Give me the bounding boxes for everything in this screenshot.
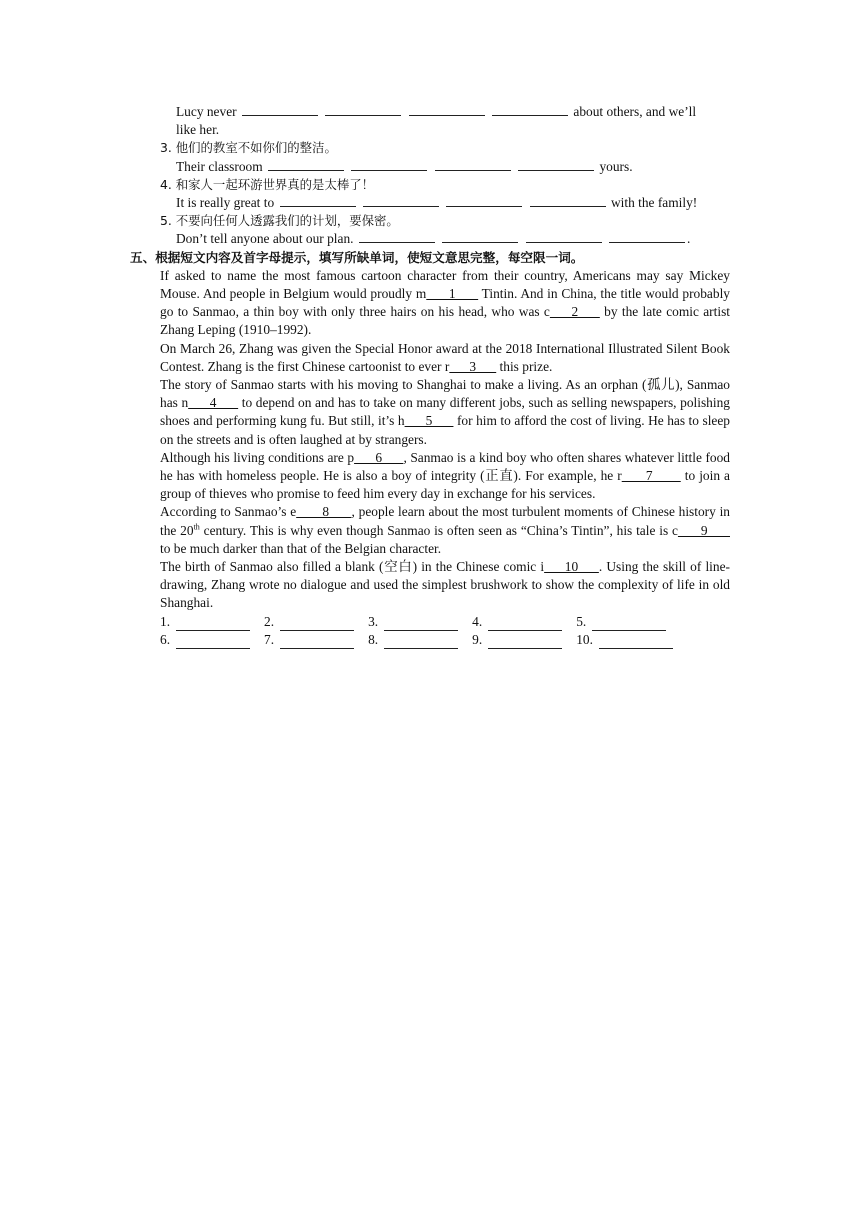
text-fragment: The birth of Sanmao also filled a blank (空白) in the Chinese comic i	[160, 559, 545, 575]
text-fragment: The story of Sanmao starts with his moving to Shanghai to make a living. As an orphan (孤儿), Sanmao has n	[160, 377, 730, 411]
answer-blank[interactable]	[446, 194, 522, 207]
text-fragment: Don’t tell anyone about our plan.	[176, 231, 354, 247]
answer-slot[interactable]	[576, 613, 666, 631]
answer-number: 8.	[368, 631, 379, 647]
passage-paragraph-3	[130, 376, 730, 449]
text-fragment: . Using the skill of line-drawing, Zhang wrote no dialogue and used the simplest brushwork to show the complexity of life in old Shanghai.	[160, 559, 730, 611]
answer-blank[interactable]	[526, 230, 602, 243]
answer-slot[interactable]	[576, 631, 673, 649]
text-fragment: Lucy never	[176, 104, 237, 119]
answer-number: 3.	[368, 613, 379, 629]
text-fragment: to join a group of thieves who promise to feed him every day in exchange for his services.	[160, 468, 730, 502]
answer-line[interactable]	[176, 636, 250, 649]
answer-blank[interactable]	[359, 230, 435, 243]
translation-q4-chinese: 4. 和家人一起环游世界真的是太棒了！	[160, 176, 375, 192]
answer-line[interactable]	[384, 636, 458, 649]
answer-slot[interactable]	[160, 613, 250, 631]
passage-blank-5[interactable]: 5	[404, 413, 454, 429]
text-fragment: According to Sanmao’s e	[160, 504, 297, 520]
translation-q5-chinese: 5. 不要向任何人透露我们的计划，要保密。	[160, 213, 399, 229]
passage-paragraph-1	[130, 267, 730, 340]
answer-line[interactable]	[488, 618, 562, 631]
translation-q3-english	[130, 158, 730, 176]
answer-line[interactable]	[384, 618, 458, 631]
text-fragment: to be much darker than that of the Belgian character.	[160, 540, 442, 556]
passage-blank-8[interactable]: 8	[296, 504, 352, 520]
answer-number: 9.	[472, 631, 483, 647]
answer-line[interactable]	[280, 636, 354, 649]
passage-blank-4[interactable]: 4	[188, 395, 239, 411]
answer-line[interactable]	[280, 618, 354, 631]
text-fragment: Their classroom	[176, 158, 263, 174]
text-fragment: If asked to name the most famous cartoon character from their country, Americans may say Mickey Mouse. And people in Belgium would proudly m	[160, 267, 730, 302]
passage-paragraph-5	[130, 503, 730, 558]
section-five-heading: 五、根据短文内容及首字母提示，填写所缺单词，使短文意思完整，每空限一词。	[130, 249, 584, 265]
text-fragment: to depend on and has to take on many different jobs, such as selling newspapers, polishing shoes and performing kung fu. But still, it’s h	[160, 395, 730, 429]
translation-q2-continuation: like her.	[176, 122, 220, 138]
answer-blank[interactable]	[409, 103, 485, 116]
text-fragment: by the late comic artist Zhang Leping (1910–1992).	[160, 304, 731, 338]
answer-slot[interactable]	[472, 631, 562, 649]
answer-number: 7.	[264, 631, 275, 647]
passage-paragraph-2	[130, 340, 730, 376]
passage-blank-3[interactable]: 3	[449, 358, 497, 374]
passage-blank-7[interactable]: 7	[621, 468, 681, 484]
answer-blank[interactable]	[518, 158, 594, 171]
answer-blank[interactable]	[363, 194, 439, 207]
text-fragment: for him to afford the cost of living. He has to sleep on the streets and is often laughed at by strangers.	[160, 413, 730, 447]
passage-blank-2[interactable]: 2	[549, 304, 600, 320]
passage-paragraph-4	[130, 449, 730, 504]
answer-number: 6.	[160, 631, 171, 647]
answer-slot[interactable]	[368, 613, 458, 631]
passage-paragraph-6	[130, 558, 730, 613]
text-fragment: yours.	[599, 158, 633, 174]
answer-blank[interactable]	[280, 194, 356, 207]
answer-number: 2.	[264, 613, 275, 629]
answer-number: 4.	[472, 613, 483, 629]
translation-q2-line	[130, 103, 730, 121]
passage-blank-9[interactable]: 9	[677, 522, 730, 538]
text-fragment: Although his living conditions are p	[160, 449, 355, 465]
text-fragment: about others, and we’ll	[573, 104, 697, 119]
answer-line[interactable]	[592, 618, 666, 631]
answer-number: 10.	[576, 631, 593, 647]
worksheet-content	[130, 103, 730, 649]
answer-row-1	[130, 613, 730, 631]
answer-blank[interactable]	[609, 230, 685, 243]
answer-blank[interactable]	[530, 194, 606, 207]
answer-number: 1.	[160, 613, 171, 629]
text-fragment: Tintin. And in China, the title would probably go to Sanmao, a thin boy with only three hairs on his head, who was c	[160, 286, 730, 320]
answer-blank[interactable]	[435, 158, 511, 171]
translation-q5-english	[130, 230, 730, 248]
text-fragment: On March 26, Zhang was given the Special Honor award at the 2018 International Illustrated Silent Book Contest. Zhang is the first Chinese cartoonist to ever r	[160, 340, 730, 374]
answer-blank[interactable]	[442, 230, 518, 243]
text-fragment: It is really great to	[176, 195, 275, 211]
text-fragment: century. This is why even though Sanmao is often seen as “China’s Tintin”, his tale is c	[199, 522, 678, 538]
answer-line[interactable]	[176, 618, 250, 631]
answer-blank[interactable]	[492, 103, 568, 116]
answer-row-2	[130, 631, 730, 649]
answer-line[interactable]	[599, 636, 673, 649]
superscript: th	[193, 522, 200, 532]
text-fragment: , people learn about the most turbulent moments of Chinese history in the 20	[160, 504, 730, 538]
answer-slot[interactable]	[160, 631, 250, 649]
text-fragment: this prize.	[496, 358, 553, 374]
answer-blank[interactable]	[268, 158, 344, 171]
passage-blank-6[interactable]: 6	[354, 449, 404, 465]
answer-slot[interactable]	[264, 613, 354, 631]
passage-blank-1[interactable]: 1	[426, 286, 479, 302]
answer-slot[interactable]	[368, 631, 458, 649]
text-fragment: .	[686, 231, 691, 247]
translation-q4-english	[130, 194, 730, 212]
answer-blank[interactable]	[242, 103, 318, 116]
text-fragment: with the family!	[610, 195, 698, 211]
passage-blank-10[interactable]: 10	[544, 559, 599, 575]
answer-number: 5.	[576, 613, 587, 629]
translation-q3-chinese: 3. 他们的教室不如你们的整洁。	[160, 140, 337, 156]
answer-line[interactable]	[488, 636, 562, 649]
answer-slot[interactable]	[264, 631, 354, 649]
answer-blank[interactable]	[325, 103, 401, 116]
answer-slot[interactable]	[472, 613, 562, 631]
answer-blank[interactable]	[351, 158, 427, 171]
text-fragment: , Sanmao is a kind boy who often shares whatever little food he has with homeless people. He is also a boy of integrity (正直). For example, he r	[160, 449, 730, 484]
